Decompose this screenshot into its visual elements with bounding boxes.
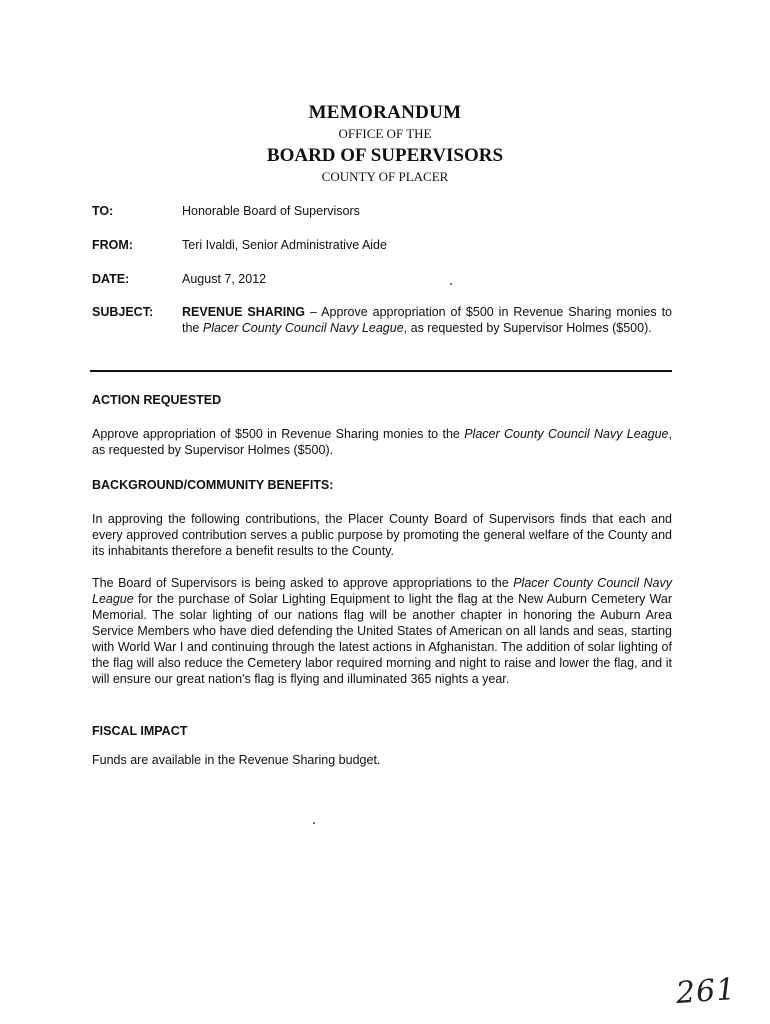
scan-speck xyxy=(313,822,315,824)
subject-part-1: – Approve appropriation of $500 in Revenue Sharing monies to the xyxy=(182,305,672,335)
board-title: BOARD OF SUPERVISORS xyxy=(266,145,504,166)
handwritten-page-number: 261 xyxy=(674,971,738,1012)
action-paragraph xyxy=(92,426,672,458)
background-heading: BACKGROUND/COMMUNITY BENEFITS: xyxy=(92,478,334,492)
action-part-1: Approve appropriation of $500 in Revenue Sharing monies to the xyxy=(92,427,465,441)
subject-part-2: , as requested by Supervisor Holmes ($500). xyxy=(403,321,652,335)
subject-label: SUBJECT: xyxy=(92,305,154,319)
bg2-part-2: for the purchase of Solar Lighting Equipment to light the flag at the New Auburn Cemetery War Memorial. The solar lighting of our nations flag will be another chapter in honoring the Auburn Area Service Members who have died defending the United States of American on all lands and seas, starting with World War I and continuing through the latest actions in Afghanistan. The addition of solar lighting of the flag will also reduce the Cemetery labor required morning and night to raise and lower the flag, and it will ensure our great nation's flag is flying and illuminated 365 nights a year. xyxy=(92,592,672,686)
office-of-the: OFFICE OF THE xyxy=(338,126,432,141)
county-name: COUNTY OF PLACER xyxy=(321,169,449,184)
to-label: TO: xyxy=(92,204,114,218)
bg2-italic: Placer County Council Navy League xyxy=(92,576,672,606)
to-value: Honorable Board of Supervisors xyxy=(182,204,360,218)
fiscal-heading: FISCAL IMPACT xyxy=(92,724,188,738)
subject-text xyxy=(182,304,672,336)
date-label: DATE: xyxy=(92,272,130,286)
divider-rule xyxy=(90,370,672,372)
background-paragraph-2 xyxy=(92,575,672,687)
scan-speck xyxy=(450,283,452,285)
subject-bold: REVENUE SHARING xyxy=(182,305,306,319)
fiscal-paragraph: Funds are available in the Revenue Sharing budget. xyxy=(92,753,381,767)
date-value: August 7, 2012 xyxy=(182,272,267,286)
action-heading: ACTION REQUESTED xyxy=(92,393,222,407)
action-part-2: , as requested by Supervisor Holmes ($500). xyxy=(92,427,672,457)
background-paragraph-1: In approving the following contributions, the Placer County Board of Supervisors finds that each and every approved contribution serves a public purpose by promoting the general welfare of the County and its inhabitants therefore a benefit results to the County. xyxy=(92,512,672,558)
from-value: Teri Ivaldi, Senior Administrative Aide xyxy=(182,238,387,252)
from-label: FROM: xyxy=(92,238,133,252)
subject-italic: Placer County Council Navy League xyxy=(202,321,404,335)
action-italic: Placer County Council Navy League xyxy=(464,427,669,441)
memo-title: MEMORANDUM xyxy=(308,102,462,123)
bg2-part-1: The Board of Supervisors is being asked to approve appropriations to the xyxy=(92,576,514,590)
